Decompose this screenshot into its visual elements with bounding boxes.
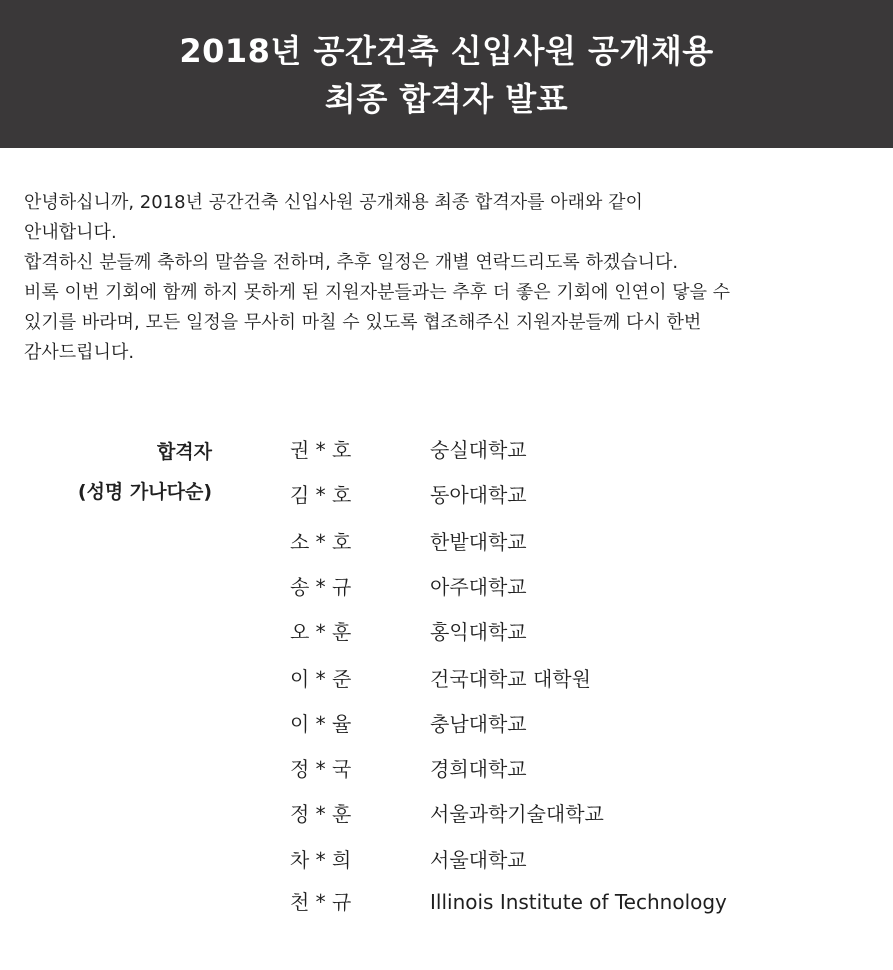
winner-name: 차 * 희 bbox=[290, 848, 352, 872]
winner-school: 숭실대학교 bbox=[430, 438, 527, 462]
announcement-line: 있기를 바라며, 모든 일정을 무사히 마칠 수 있도록 협조해주신 지원자분들께 다시 한번 bbox=[24, 312, 702, 333]
winner-name: 권 * 호 bbox=[290, 438, 352, 462]
winner-name: 소 * 호 bbox=[290, 530, 352, 554]
winner-name: 오 * 훈 bbox=[290, 620, 352, 644]
winner-school: 동아대학교 bbox=[430, 483, 527, 507]
announcement-line: 감사드립니다. bbox=[24, 342, 135, 363]
winners-sort-note: (성명 가나다순) bbox=[77, 481, 212, 503]
announcement-line: 비록 이번 기회에 함께 하지 못하게 된 지원자분들과는 추후 더 좋은 기회에 인연이 닿을 수 bbox=[24, 282, 731, 303]
page-title-line-2: 최종 합격자 발표 bbox=[324, 80, 569, 118]
winner-school: Illinois Institute of Technology bbox=[430, 890, 727, 914]
winners-label: 합격자 bbox=[156, 441, 212, 463]
winner-school: 서울과학기술대학교 bbox=[430, 802, 604, 826]
winner-name: 천 * 규 bbox=[290, 890, 352, 914]
announcement-line: 합격하신 분들께 축하의 말씀을 전하며, 추후 일정은 개별 연락드리도록 하겠습니다. bbox=[24, 252, 679, 273]
winner-school: 서울대학교 bbox=[430, 848, 527, 872]
page-title-line-1: 2018년 공간건축 신입사원 공개채용 bbox=[179, 32, 714, 70]
winner-school: 경희대학교 bbox=[430, 757, 527, 781]
winner-school: 아주대학교 bbox=[430, 575, 527, 599]
winner-school: 충남대학교 bbox=[430, 712, 527, 736]
winner-name: 송 * 규 bbox=[290, 575, 352, 599]
announcement-body bbox=[24, 188, 874, 368]
winner-name: 정 * 국 bbox=[290, 757, 352, 781]
winner-school: 한밭대학교 bbox=[430, 530, 527, 554]
winner-school: 건국대학교 대학원 bbox=[430, 667, 591, 691]
winner-name: 정 * 훈 bbox=[290, 802, 352, 826]
page-header bbox=[0, 0, 893, 148]
announcement-line: 안내합니다. bbox=[24, 222, 117, 243]
winner-name: 김 * 호 bbox=[290, 483, 352, 507]
winner-name: 이 * 준 bbox=[290, 667, 352, 691]
announcement-line: 안녕하십니까, 2018년 공간건축 신입사원 공개채용 최종 합격자를 아래와 같이 bbox=[24, 192, 643, 213]
winner-school: 홍익대학교 bbox=[430, 620, 527, 644]
winner-name: 이 * 율 bbox=[290, 712, 352, 736]
